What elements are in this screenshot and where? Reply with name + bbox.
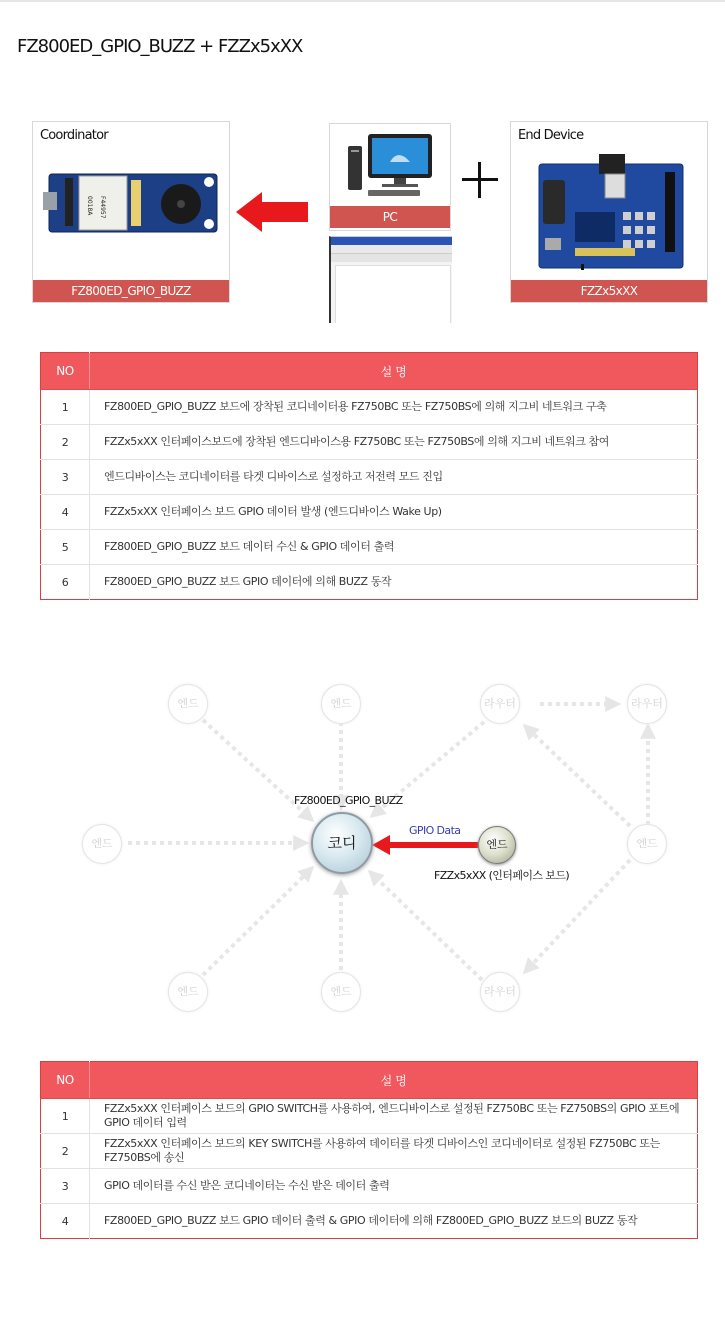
row-description: FZZx5xXX 인터페이스보드에 장착된 엔드디바이스용 FZ750BC 또는 FZ750BS에 의해 지그비 네트워크 참여 — [90, 425, 698, 460]
table-row — [41, 390, 698, 425]
coordinator-label: Coordinator — [40, 128, 108, 143]
coordinator-node: 코디 — [311, 812, 373, 874]
pc-icon — [346, 132, 436, 198]
description-table-2 — [40, 1061, 698, 1239]
row-number: 2 — [41, 1134, 90, 1169]
coordinator-node-label: FZ800ED_GPIO_BUZZ — [294, 794, 403, 807]
row-description: FZZx5xXX 인터페이스 보드 GPIO 데이터 발생 (엔드디바이스 Wake Up) — [90, 495, 698, 530]
row-number: 3 — [41, 1169, 90, 1204]
row-number: 1 — [41, 1099, 90, 1134]
end-device-bar: FZZx5xXX — [511, 280, 707, 302]
faded-end-node: 엔드 — [168, 684, 208, 724]
faded-router-node: 라우터 — [480, 972, 520, 1012]
end-device-box — [510, 121, 708, 303]
network-diagram — [0, 650, 725, 1030]
pc-box — [329, 123, 451, 231]
table-row — [41, 460, 698, 495]
row-number: 5 — [41, 530, 90, 565]
page-title: FZ800ED_GPIO_BUZZ + FZZx5xXX — [17, 36, 303, 57]
coordinator-box — [32, 121, 230, 303]
coordinator-board-image — [43, 166, 221, 238]
gpio-data-arrow — [372, 835, 478, 855]
row-description: FZ800ED_GPIO_BUZZ 보드 GPIO 데이터 출력 & GPIO 데이터에 의해 FZ800ED_GPIO_BUZZ 보드의 BUZZ 동작 — [90, 1204, 698, 1239]
table-row — [41, 530, 698, 565]
row-description: FZZx5xXX 인터페이스 보드의 GPIO SWITCH를 사용하여, 엔드디바이스로 설정된 FZ750BC 또는 FZ750BS의 GPIO 포트에 GPIO 데이터 입력 — [90, 1099, 698, 1134]
faded-end-node: 엔드 — [82, 824, 122, 864]
svg-text:F44957: F44957 — [99, 196, 106, 219]
row-description: 엔드디바이스는 코디네이터를 타겟 디바이스로 설정하고 저전력 모드 진입 — [90, 460, 698, 495]
row-description: GPIO 데이터를 수신 받은 코디네이터는 수신 받은 데이터 출력 — [90, 1169, 698, 1204]
gpio-data-label: GPIO Data — [409, 824, 461, 837]
table2-header-no: NO — [41, 1062, 90, 1099]
table-row — [41, 1099, 698, 1134]
row-number: 1 — [41, 390, 90, 425]
top-divider — [0, 0, 725, 2]
faded-router-node: 라우터 — [627, 684, 667, 724]
table1-header-no: NO — [41, 353, 90, 390]
faded-end-node: 엔드 — [627, 824, 667, 864]
row-number: 4 — [41, 1204, 90, 1239]
row-number: 3 — [41, 460, 90, 495]
table-row — [41, 495, 698, 530]
pc-software-screenshot — [329, 236, 452, 323]
coordinator-bar: FZ800ED_GPIO_BUZZ — [33, 280, 229, 302]
plus-icon — [460, 160, 500, 200]
row-description: FZ800ED_GPIO_BUZZ 보드에 장착된 코디네이터용 FZ750BC 또는 FZ750BS에 의해 지그비 네트워크 구축 — [90, 390, 698, 425]
row-description: FZ800ED_GPIO_BUZZ 보드 GPIO 데이터에 의해 BUZZ 동작 — [90, 565, 698, 600]
row-number: 6 — [41, 565, 90, 600]
faded-router-node: 라우터 — [480, 684, 520, 724]
pc-bar: PC — [330, 206, 450, 228]
table-row — [41, 1169, 698, 1204]
faded-end-node: 엔드 — [168, 972, 208, 1012]
row-number: 2 — [41, 425, 90, 460]
end-device-node-label: FZZx5xXX (인터페이스 보드) — [434, 869, 570, 882]
end-device-node: 엔드 — [478, 826, 516, 864]
faded-end-node: 엔드 — [321, 684, 361, 724]
table1-header-desc: 설 명 — [90, 353, 698, 390]
table-row — [41, 565, 698, 600]
table-row — [41, 425, 698, 460]
end-device-board-image — [535, 152, 687, 274]
table-row — [41, 1134, 698, 1169]
description-table-1 — [40, 352, 698, 600]
row-description: FZ800ED_GPIO_BUZZ 보드 데이터 수신 & GPIO 데이터 출력 — [90, 530, 698, 565]
svg-text:0018A: 0018A — [86, 196, 93, 216]
row-description: FZZx5xXX 인터페이스 보드의 KEY SWITCH를 사용하여 데이터를 타겟 디바이스인 코디네이터로 설정된 FZ750BC 또는 FZ750BS에 송신 — [90, 1134, 698, 1169]
faded-end-node: 엔드 — [321, 972, 361, 1012]
table-row — [41, 1204, 698, 1239]
left-arrow-icon — [236, 190, 308, 234]
table2-header-desc: 설 명 — [90, 1062, 698, 1099]
end-device-label: End Device — [518, 128, 584, 143]
row-number: 4 — [41, 495, 90, 530]
